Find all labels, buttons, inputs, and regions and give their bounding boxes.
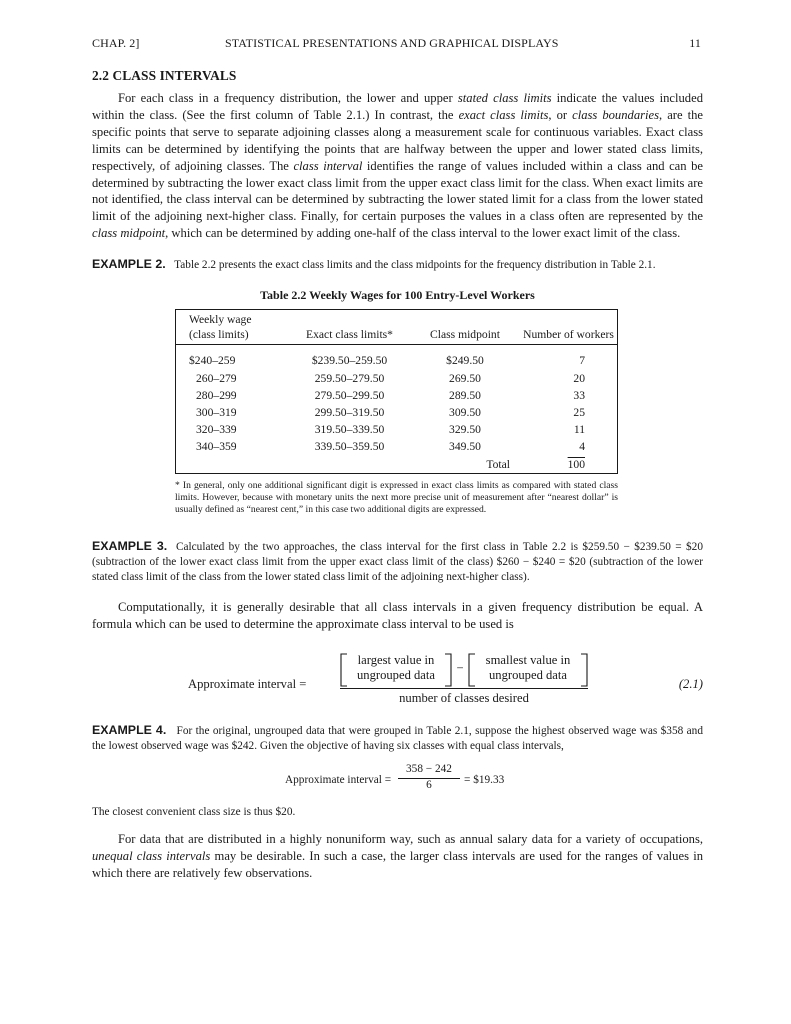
- term-unequal-class-intervals: unequal class intervals: [92, 848, 211, 863]
- paragraph-unequal-intervals: For data that are distributed in a highly nonuniform way, such as annual salary data for a variety of occupations, unequal class intervals may be desirable. In such a case, the larger class intervals are used for the ranges of values in which there are relatively few observations.: [92, 831, 703, 880]
- formula-example-4: [92, 761, 703, 791]
- term-class-midpoint: class midpoint: [92, 226, 166, 241]
- example-2-text: Table 2.2 presents the exact class limits and the class midpoints for the frequency distribution in Table 2.1.: [174, 259, 656, 272]
- total-value: 100: [567, 457, 585, 471]
- paragraph-computation: Computationally, it is generally desirable that all class intervals in a given frequency distribution be equal. A formula which can be used to determine the approximate class interval to be used is: [92, 600, 703, 632]
- numerator-largest: largest value in ungrouped data: [357, 653, 435, 683]
- example-4: [92, 723, 703, 754]
- section-title: 2.2 CLASS INTERVALS: [92, 68, 237, 83]
- running-header: [92, 36, 703, 54]
- fraction-line: [340, 688, 588, 689]
- example-4-numerator: 358 − 242: [406, 762, 452, 775]
- example-4-denominator: 6: [426, 778, 432, 791]
- bracket-right-2: [580, 653, 588, 687]
- table-row: 280–299 279.50–299.50 289.50 33: [196, 388, 585, 402]
- total-label: Total: [486, 457, 510, 471]
- table-row: 260–279 259.50–279.50 269.50 20: [196, 371, 585, 385]
- equation-number: (2.1): [678, 677, 703, 692]
- bracket-left-2: [468, 653, 476, 687]
- example-3: [92, 539, 703, 586]
- example-3-text: Calculated by the two approaches, the class interval for the first class in Table 2.2 is $259.50 − $239.50 = $20 (subtraction of the lower exact class limit from the upper exact class limit of the class) $260 − $240 = $20 (subtraction of the lower stated class limit of the class from the lower stated class limit of the adjoining next-higher class).: [92, 540, 703, 584]
- denominator: number of classes desired: [399, 691, 529, 706]
- term-stated-class-limits: stated class limits: [457, 91, 552, 105]
- formula-label: Approximate interval =: [188, 677, 307, 692]
- term-class-boundaries: class boundaries: [572, 107, 660, 122]
- example-2-label: EXAMPLE 2.: [92, 257, 166, 272]
- numerator-smallest: smallest value in ungrouped data: [485, 653, 571, 683]
- table-row: $240–259 $239.50–259.50 $249.50 7: [189, 354, 585, 368]
- formula-minus: −: [456, 661, 464, 676]
- example-2: [92, 257, 703, 273]
- table-title: Table 2.2 Weekly Wages for 100 Entry-Level Workers: [260, 288, 535, 303]
- example-3-label: EXAMPLE 3.: [92, 538, 168, 553]
- example-4-closing: The closest convenient class size is thus $20.: [92, 805, 296, 818]
- term-class-interval: class interval: [293, 158, 363, 173]
- header-midpoint: Class midpoint: [410, 310, 520, 345]
- paragraph-class-limits: For each class in a frequency distribution, the lower and upper stated class limits indicate the values included within the class. (See the first column of Table 2.1.) In contrast, the exact class limits, or class boundaries, are the specific points that serve to separate adjoining classes along a measurement scale for continuous variables. Exact class limits can be determined by identifying the points that are halfway between the upper and lower stated class limits, respectively, of adjoining classes. The class interval identifies the range of values included within a class and can be determined by subtracting the lower exact class limit from the upper exact class limit for the class. When exact limits are not identified, the class interval can be determined by subtracting the lower stated limit for a class from the lower stated limit of the adjoining next-higher class. Finally, for certain purposes the values in a class often are represented by the class midpoint, which can be determined by adding one-half of the class interval to the lower exact limit of the class.: [92, 91, 704, 241]
- header-workers: Number of workers: [520, 310, 618, 345]
- page-number: 11: [689, 36, 701, 50]
- example-4-result: = $19.33: [464, 773, 505, 786]
- table-footnote: * In general, only one additional significant digit is expressed in exact class limits as compared with stated class limits. However, because with monetary units the next more precise unit of measurement after “nearest dollar” is usually defined as “nearest cent,” in this case two additional digits are expressed.: [175, 479, 618, 516]
- chapter-label: CHAP. 2]: [92, 36, 140, 50]
- table-header-row: [176, 310, 618, 345]
- term-exact-class-limits: exact class limits: [458, 107, 549, 122]
- formula-2-1: [92, 645, 703, 706]
- table-row: 320–339 319.50–339.50 329.50 11: [196, 423, 585, 437]
- bracket-left-1: [340, 653, 348, 687]
- table-row: 300–319 299.50–319.50 309.50 25: [196, 405, 585, 419]
- example-4-formula-label: Approximate interval =: [285, 773, 392, 786]
- example-4-text: For the original, ungrouped data that were grouped in Table 2.1, suppose the highest observed wage was $358 and the lowest observed wage was $242. Given the objective of having six classes with equal class intervals,: [92, 725, 703, 753]
- frequency-table: [175, 309, 618, 473]
- running-title: STATISTICAL PRESENTATIONS AND GRAPHICAL DISPLAYS: [225, 36, 559, 50]
- table-row: 340–359 339.50–359.50 349.50 4: [196, 440, 585, 454]
- header-weekly-wage: Weekly wage (class limits): [176, 310, 290, 345]
- header-exact-limits: Exact class limits*: [289, 310, 410, 345]
- bracket-right-1: [444, 653, 452, 687]
- page: [92, 36, 703, 881]
- example-4-label: EXAMPLE 4.: [92, 723, 167, 738]
- table-total-row: [176, 456, 618, 474]
